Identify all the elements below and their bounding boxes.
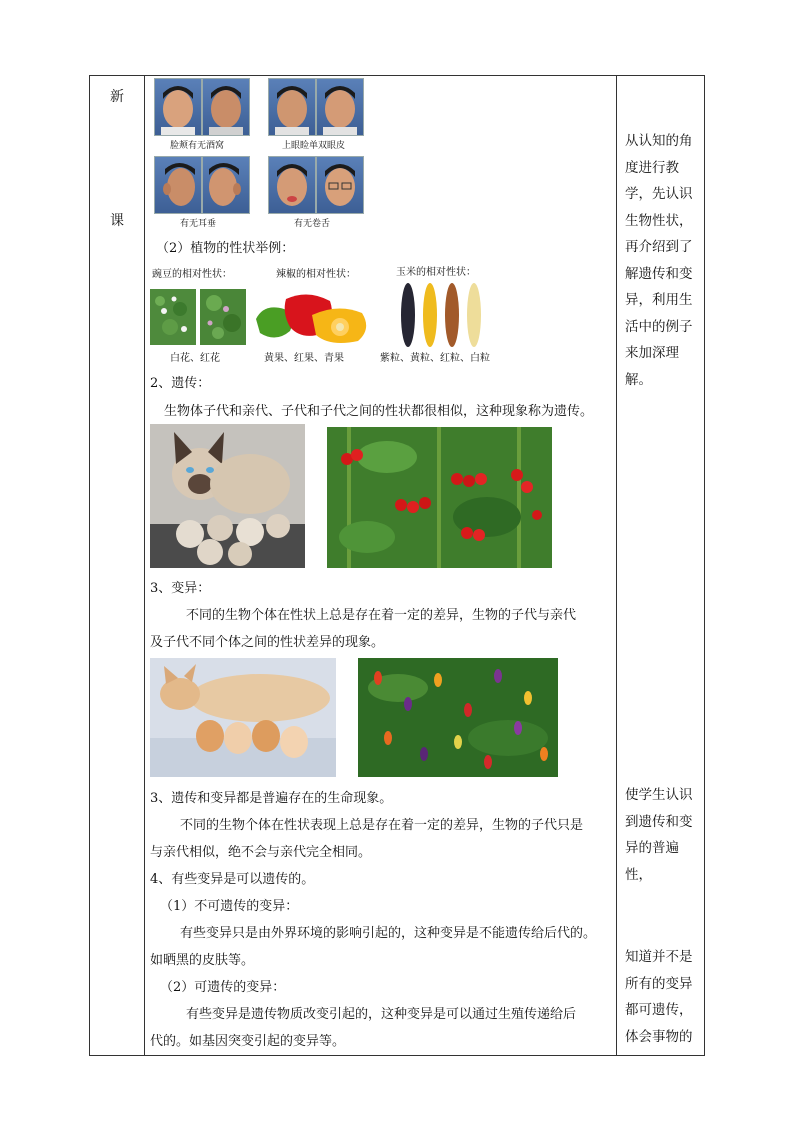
universal-heading: 3、遗传和变异都是普遍存在的生命现象。 [150,791,393,806]
variation-text: 不同的生物个体在性状上总是存在着一定的差异，生物的子代与亲代 [186,608,577,623]
corn-caption: 紫粒、黄粒、红粒、白粒 [380,353,490,364]
heredity-heading: 2、遗传： [150,376,211,391]
face-photo [268,156,316,214]
plant-heading: （2）植物的性状举例： [156,241,295,256]
trait-caption: 有无卷舌 [294,219,331,229]
lesson-table [89,75,705,1056]
pea-red-flower-photo [200,289,246,345]
heritable-sub2: （2）可遗传的变异： [160,980,286,995]
teaching-note: 使学生认识到遗传和变异的普遍性， [625,787,693,883]
trait-caption: 上眼睑单双眼皮 [282,141,346,151]
face-photo [154,78,202,136]
heritable-text: 如晒黑的皮肤等。 [150,953,255,968]
trait-caption: 有无耳垂 [180,219,217,229]
face-photo [316,78,364,136]
siamese-cat-photo [150,424,305,568]
column-divider [144,76,145,1055]
teaching-note: 从认知的角度进行教学，先认识生物性状，再介绍到了解遗传和变异，利用生活中的例子来加深理解。 [625,133,693,388]
variation-text: 及子代不同个体之间的性状差异的现象。 [150,635,385,650]
section-label-char: 课 [110,213,124,229]
heritable-sub1: （1）不可遗传的变异： [160,899,299,914]
face-photo [268,78,316,136]
face-photo [202,78,250,136]
pepper-caption: 黄果、红果、青果 [264,353,344,364]
cat-kittens-photo [150,658,336,777]
universal-text: 不同的生物个体在性状表现上总是存在着一定的差异，生物的子代只是 [180,818,584,833]
column-divider [616,76,617,1055]
face-photo [316,156,364,214]
pepper-photo [250,289,372,345]
heredity-text: 生物体子代和亲代、子代和子代之间的性状都很相似，这种现象称为遗传。 [164,404,594,419]
face-photo [154,156,202,214]
heritable-heading: 4、有些变异是可以遗传的。 [150,872,315,887]
corn-photo [400,282,488,348]
variation-heading: 3、变异： [150,581,211,596]
section-label-char: 新 [110,89,124,105]
teaching-notes-column [618,76,706,1055]
universal-text: 与亲代相似，绝不会与亲代完全相同。 [150,845,372,860]
colorful-peppers-photo [358,658,558,777]
main-content [150,76,612,1055]
pepper-label: 辣椒的相对性状： [276,269,356,280]
pea-white-flower-photo [150,289,196,345]
heritable-text: 代的。如基因突变引起的变异等。 [150,1034,346,1049]
heritable-text: 有些变异是遗传物质改变引起的，这种变异是可以通过生殖传递给后 [186,1007,577,1022]
heritable-text: 有些变异只是由外界环境的影响引起的，这种变异是不能遗传给后代的。 [180,926,597,941]
trait-caption: 脸颊有无酒窝 [170,141,225,151]
face-photo [202,156,250,214]
teaching-note: 知道并不是所有的变异都可遗传，体会事物的 [625,949,693,1045]
section-label-column [90,76,144,1055]
corn-label: 玉米的相对性状： [396,267,476,278]
pea-label: 豌豆的相对性状： [152,269,232,280]
tomato-plant-photo [327,427,552,568]
pea-caption: 白花、红花 [170,353,220,364]
